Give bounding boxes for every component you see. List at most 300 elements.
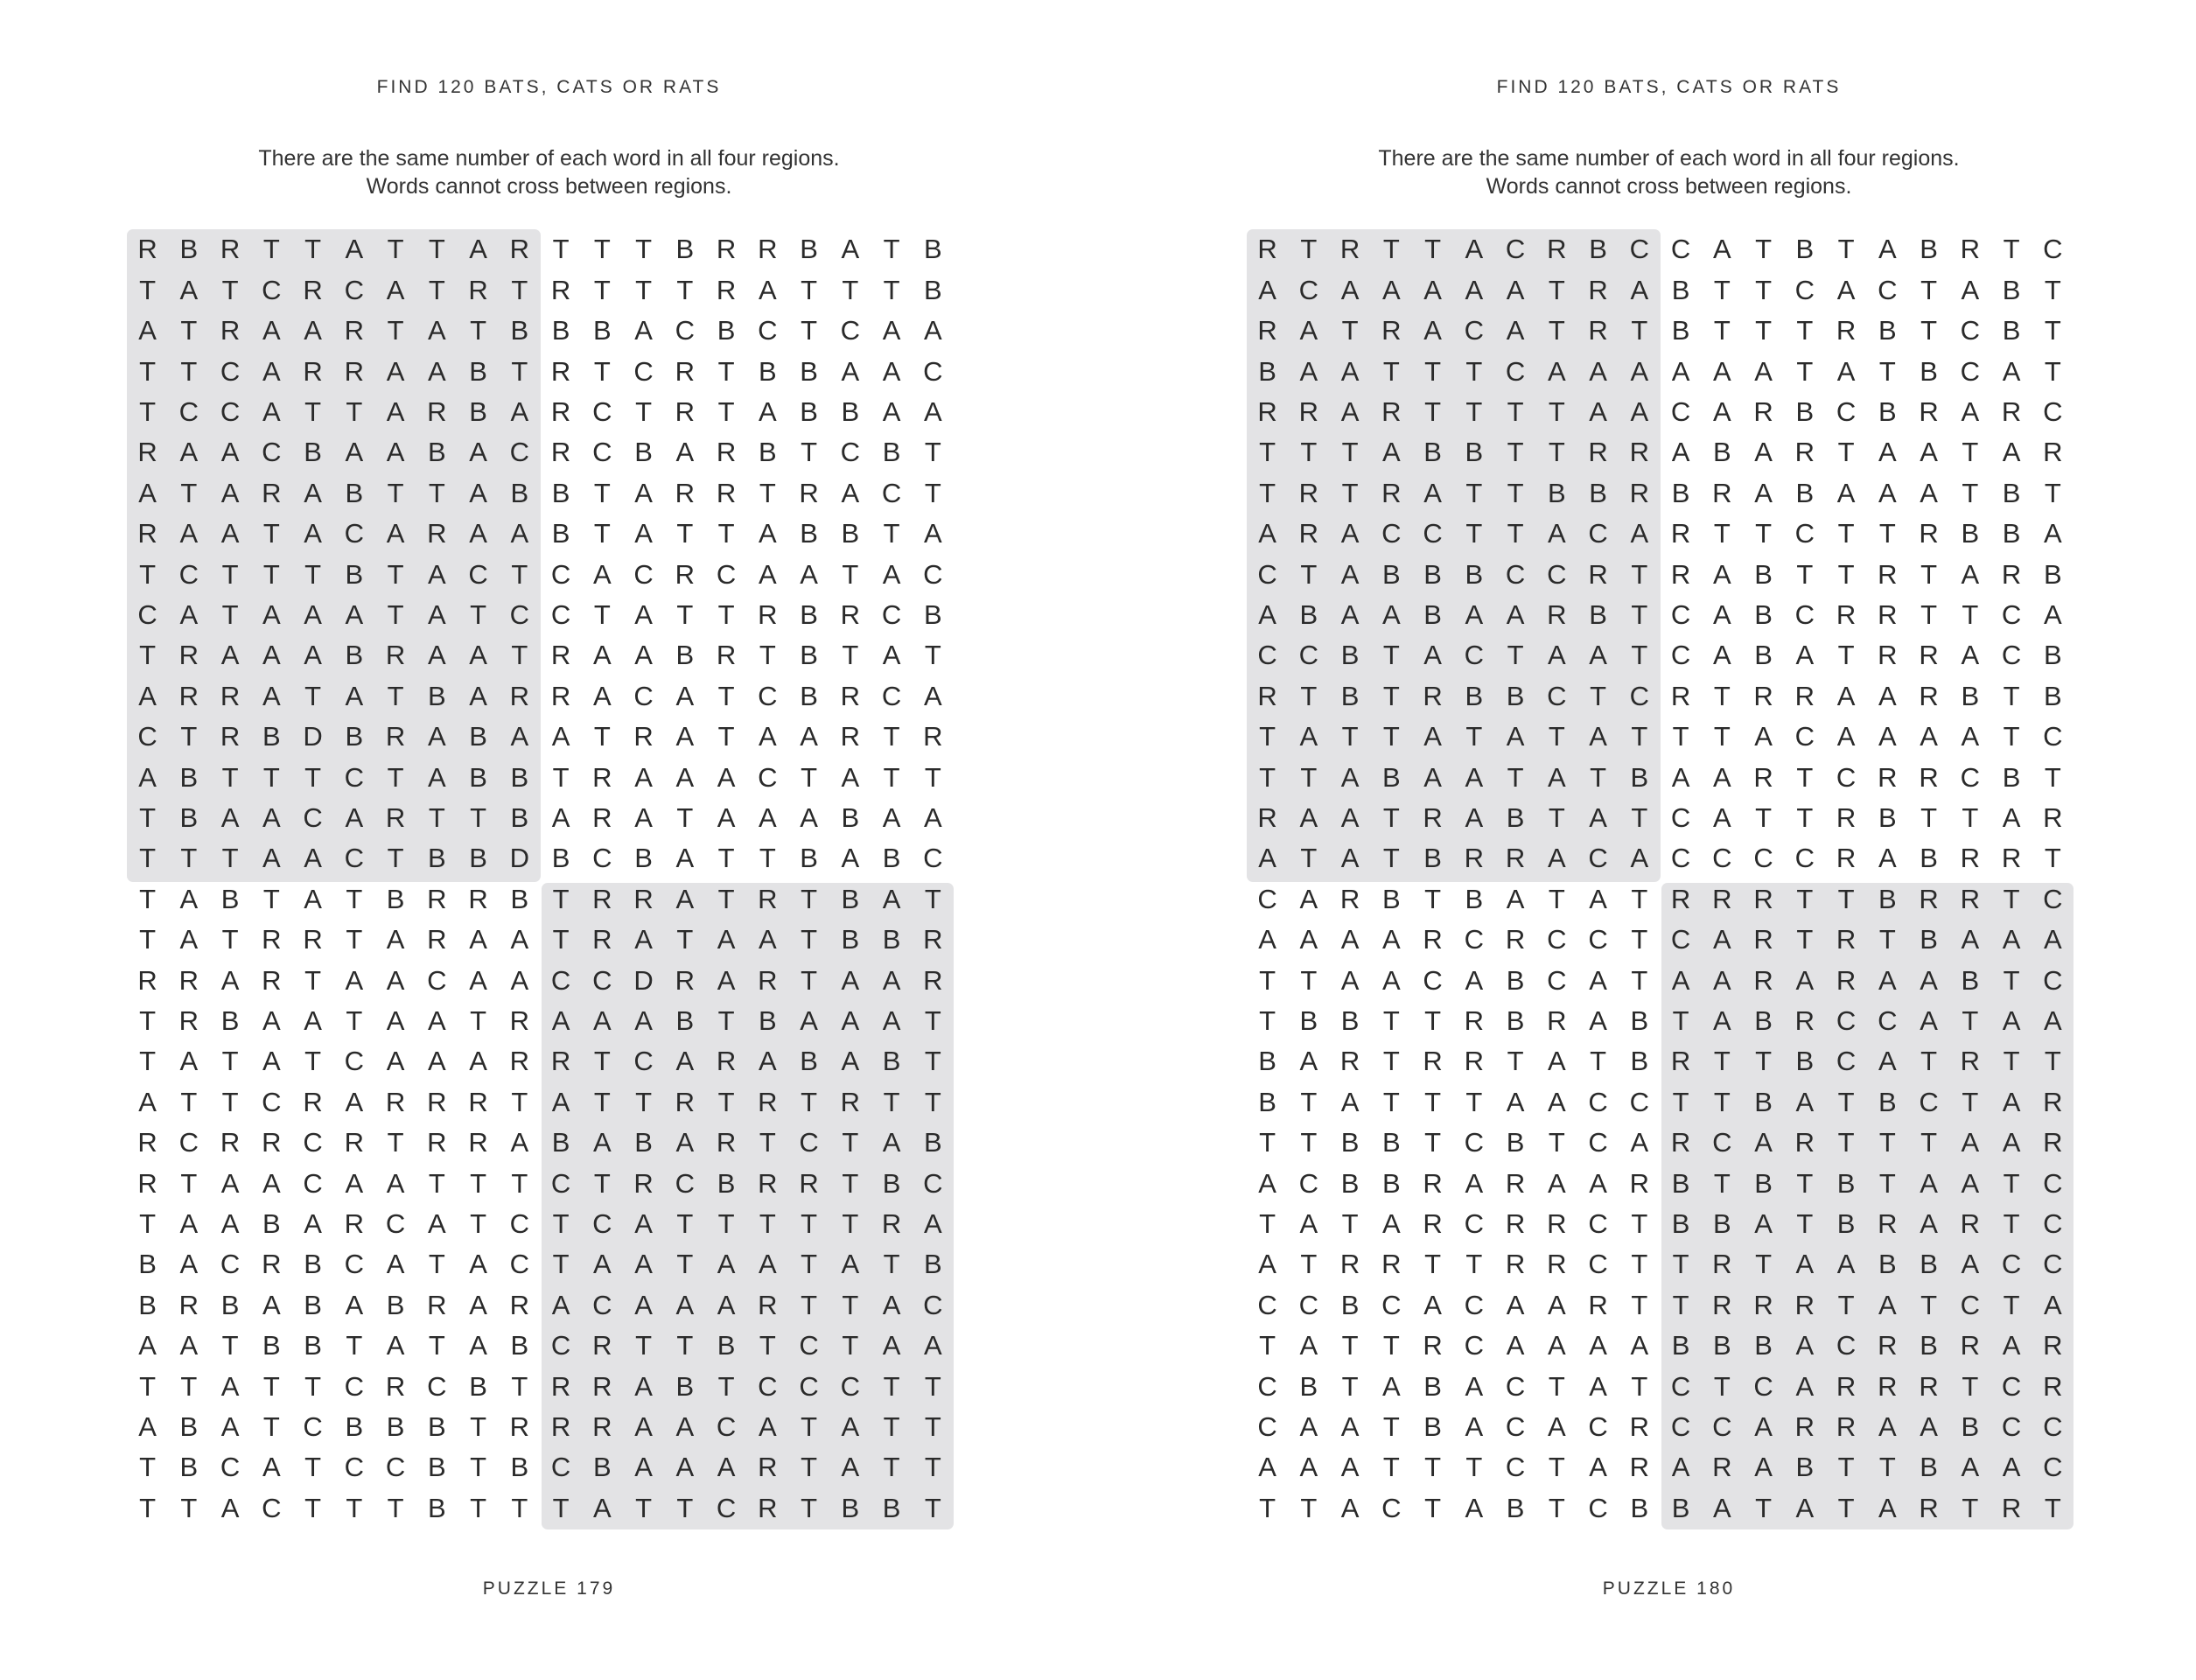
grid-letter: R xyxy=(1547,598,1567,630)
grid-letter: T xyxy=(1713,1046,1731,1077)
grid-letter: T xyxy=(511,1167,528,1199)
grid-letter: B xyxy=(675,1370,695,1402)
grid-letter: R xyxy=(509,1410,530,1442)
grid-letter: A xyxy=(428,355,446,387)
grid-letter: T xyxy=(552,1492,570,1523)
grid-letter: R xyxy=(716,234,737,265)
grid-letter: C xyxy=(1670,802,1691,833)
grid-letter: T xyxy=(883,1086,900,1117)
grid-letter: A xyxy=(634,802,653,833)
grid-letter: B xyxy=(2002,477,2021,508)
grid-letter: A xyxy=(1754,1410,1773,1442)
grid-letter: C xyxy=(1588,518,1608,550)
grid-row xyxy=(127,595,954,636)
grid-letter: C xyxy=(1629,680,1650,711)
grid-letter: T xyxy=(1878,1127,1896,1158)
grid-letter: B xyxy=(1299,1370,1318,1402)
grid-letter: B xyxy=(345,558,364,590)
grid-letter: T xyxy=(1713,680,1731,711)
grid-letter: A xyxy=(841,1410,860,1442)
grid-letter: T xyxy=(759,1330,776,1362)
grid-letter: R xyxy=(137,518,157,550)
grid-letter: A xyxy=(262,396,281,427)
grid-letter: R xyxy=(1381,477,1402,508)
grid-letter: A xyxy=(1258,1452,1276,1483)
grid-row xyxy=(127,676,954,717)
grid-letter: B xyxy=(1382,883,1401,914)
grid-letter: R xyxy=(1670,883,1691,914)
grid-letter: R xyxy=(1753,924,1773,956)
grid-letter: R xyxy=(1878,640,1898,671)
grid-letter: C xyxy=(303,1127,323,1158)
grid-letter: R xyxy=(1670,680,1691,711)
grid-letter: A xyxy=(220,477,240,508)
grid-letter: R xyxy=(1712,1289,1732,1320)
grid-letter: B xyxy=(551,843,570,874)
grid-letter: T xyxy=(2044,1046,2061,1077)
grid-letter: T xyxy=(1962,477,1979,508)
grid-row xyxy=(127,1041,954,1082)
grid-letter: R xyxy=(509,234,530,265)
grid-letter: C xyxy=(2043,1249,2063,1280)
grid-letter: R xyxy=(1712,477,1732,508)
grid-letter: B xyxy=(1506,1127,1525,1158)
grid-letter: A xyxy=(1258,1249,1276,1280)
grid-letter: C xyxy=(592,843,612,874)
grid-letter: T xyxy=(1755,802,1773,833)
grid-letter: R xyxy=(840,680,861,711)
grid-letter: A xyxy=(1961,640,1980,671)
grid-letter: C xyxy=(881,477,902,508)
grid-letter: A xyxy=(1548,1410,1566,1442)
grid-letter: T xyxy=(470,1492,487,1523)
grid-letter: R xyxy=(1423,1046,1443,1077)
grid-letter: C xyxy=(1505,1410,1526,1442)
grid-letter: B xyxy=(1340,1127,1360,1158)
grid-letter: R xyxy=(2001,843,2022,874)
grid-letter: A xyxy=(262,315,281,346)
grid-letter: B xyxy=(1299,1004,1318,1036)
grid-letter: C xyxy=(303,1167,323,1199)
grid-letter: A xyxy=(179,1330,199,1362)
grid-letter: R xyxy=(262,964,282,996)
grid-letter: B xyxy=(510,477,529,508)
grid-letter: B xyxy=(179,234,199,265)
grid-letter: T xyxy=(1631,924,1648,956)
grid-letter: C xyxy=(1588,1249,1608,1280)
grid-letter: T xyxy=(1713,518,1731,550)
grid-letter: C xyxy=(923,558,943,590)
grid-letter: A xyxy=(469,924,487,956)
grid-letter: A xyxy=(2002,1127,2021,1158)
grid-letter: R xyxy=(758,234,778,265)
grid-letter: B xyxy=(1506,964,1525,996)
grid-letter: A xyxy=(469,437,487,468)
grid-row xyxy=(127,311,954,352)
grid-letter: T xyxy=(1837,518,1855,550)
grid-letter: B xyxy=(717,1330,736,1362)
grid-letter: C xyxy=(1257,1289,1277,1320)
grid-letter: R xyxy=(550,274,571,305)
grid-letter: A xyxy=(1589,1004,1607,1036)
grid-letter: A xyxy=(634,518,653,550)
grid-letter: R xyxy=(716,1127,737,1158)
grid-letter: A xyxy=(345,437,364,468)
grid-letter: A xyxy=(1671,1452,1690,1483)
grid-letter: T xyxy=(470,598,487,630)
grid-letter: A xyxy=(1258,843,1276,874)
grid-letter: R xyxy=(550,640,571,671)
grid-letter: T xyxy=(552,234,570,265)
grid-letter: A xyxy=(1754,437,1773,468)
grid-letter: B xyxy=(1589,477,1607,508)
grid-letter: C xyxy=(509,437,530,468)
grid-letter: R xyxy=(1836,802,1857,833)
grid-letter: T xyxy=(717,721,735,752)
grid-letter: C xyxy=(840,437,861,468)
grid-letter: A xyxy=(1961,924,1980,956)
grid-letter: T xyxy=(1713,1370,1731,1402)
grid-letter: B xyxy=(1961,680,1980,711)
grid-letter: A xyxy=(262,1452,281,1483)
grid-letter: T xyxy=(2003,721,2020,752)
grid-letter: R xyxy=(758,964,778,996)
grid-row xyxy=(1247,1284,2074,1326)
grid-letter: T xyxy=(635,1330,653,1362)
grid-letter: A xyxy=(1340,518,1360,550)
grid-letter: C xyxy=(1712,1410,1732,1442)
grid-letter: T xyxy=(1631,802,1648,833)
grid-letter: R xyxy=(1629,1167,1650,1199)
grid-letter: R xyxy=(1339,1046,1360,1077)
grid-row xyxy=(1247,1163,2074,1204)
grid-letter: T xyxy=(139,355,157,387)
grid-letter: A xyxy=(345,1289,364,1320)
grid-letter: B xyxy=(345,721,364,752)
grid-letter: R xyxy=(427,396,447,427)
grid-letter: T xyxy=(676,924,694,956)
grid-letter: A xyxy=(1299,355,1318,387)
grid-letter: B xyxy=(841,396,860,427)
grid-letter: A xyxy=(1340,964,1360,996)
grid-letter: R xyxy=(1794,1127,1815,1158)
grid-letter: T xyxy=(1878,924,1896,956)
grid-letter: A xyxy=(428,598,446,630)
grid-letter: A xyxy=(179,518,199,550)
grid-letter: C xyxy=(1878,274,1898,305)
grid-letter: A xyxy=(1961,1452,1980,1483)
grid-letter: T xyxy=(304,761,322,793)
grid-letter: A xyxy=(675,1289,695,1320)
grid-row xyxy=(1247,1407,2074,1448)
grid-letter: C xyxy=(178,396,199,427)
grid-row xyxy=(127,960,954,1001)
grid-letter: B xyxy=(882,924,901,956)
grid-letter: C xyxy=(550,1167,571,1199)
grid-letter: T xyxy=(1424,355,1442,387)
grid-row xyxy=(127,920,954,961)
grid-letter: R xyxy=(2043,1086,2063,1117)
grid-letter: R xyxy=(262,1127,282,1158)
grid-letter: T xyxy=(221,1330,239,1362)
puzzle-number: PUZZLE 180 xyxy=(1602,1578,1736,1599)
grid-letter: T xyxy=(2044,274,2061,305)
grid-row xyxy=(127,514,954,555)
grid-letter: T xyxy=(924,1492,941,1523)
grid-letter: T xyxy=(1259,477,1276,508)
grid-letter: A xyxy=(1299,1452,1318,1483)
grid-letter: C xyxy=(1505,355,1526,387)
grid-letter: C xyxy=(1629,1086,1650,1117)
grid-letter: T xyxy=(1382,1046,1400,1077)
grid-letter: T xyxy=(346,1330,363,1362)
grid-letter: A xyxy=(551,802,570,833)
grid-letter: A xyxy=(1630,396,1649,427)
grid-letter: T xyxy=(883,1410,900,1442)
grid-row xyxy=(1247,878,2074,920)
grid-letter: A xyxy=(262,843,281,874)
grid-letter: T xyxy=(2044,477,2061,508)
grid-row xyxy=(1247,1326,2074,1367)
grid-letter: T xyxy=(1465,518,1483,550)
grid-letter: B xyxy=(304,1330,322,1362)
grid-letter: R xyxy=(1464,1004,1485,1036)
grid-letter: T xyxy=(1341,477,1359,508)
grid-letter: B xyxy=(262,1208,281,1239)
grid-row xyxy=(127,1407,954,1448)
grid-letter: T xyxy=(304,1452,322,1483)
grid-letter: A xyxy=(469,234,487,265)
grid-letter: A xyxy=(386,1046,405,1077)
grid-letter: T xyxy=(1507,518,1524,550)
grid-letter: A xyxy=(634,1208,653,1239)
grid-letter: A xyxy=(841,1046,860,1077)
grid-letter: T xyxy=(717,1208,735,1239)
grid-letter: C xyxy=(344,1452,365,1483)
grid-letter: A xyxy=(386,1249,405,1280)
grid-letter: C xyxy=(220,1249,241,1280)
grid-letter: T xyxy=(1548,274,1565,305)
grid-letter: A xyxy=(841,477,860,508)
grid-letter: B xyxy=(1589,598,1607,630)
grid-letter: T xyxy=(1878,518,1896,550)
grid-letter: A xyxy=(1836,274,1856,305)
grid-letter: A xyxy=(1754,1208,1773,1239)
grid-letter: R xyxy=(675,1086,696,1117)
grid-letter: T xyxy=(759,843,776,874)
grid-letter: A xyxy=(1754,721,1773,752)
grid-letter: T xyxy=(1548,315,1565,346)
grid-letter: T xyxy=(717,598,735,630)
grid-letter: A xyxy=(593,1249,612,1280)
grid-letter: A xyxy=(1340,843,1360,874)
grid-row xyxy=(1247,1041,2074,1082)
grid-letter: R xyxy=(385,1086,406,1117)
grid-letter: A xyxy=(345,680,364,711)
grid-letter: C xyxy=(1960,355,1981,387)
grid-letter: T xyxy=(842,558,859,590)
grid-row xyxy=(1247,757,2074,798)
grid-letter: A xyxy=(675,721,695,752)
grid-letter: R xyxy=(220,680,241,711)
grid-letter: T xyxy=(2044,761,2061,793)
grid-letter: R xyxy=(633,883,654,914)
grid-letter: B xyxy=(1340,1004,1360,1036)
grid-letter: T xyxy=(1962,1370,1979,1402)
grid-letter: T xyxy=(1590,1046,1607,1077)
grid-letter: B xyxy=(800,598,818,630)
grid-letter: R xyxy=(923,721,943,752)
grid-letter: T xyxy=(2003,1289,2020,1320)
grid-letter: C xyxy=(633,680,654,711)
grid-letter: T xyxy=(1300,558,1318,590)
grid-row xyxy=(1247,960,2074,1001)
grid-letter: T xyxy=(387,598,404,630)
grid-letter: A xyxy=(759,1046,777,1077)
grid-letter: A xyxy=(717,1452,736,1483)
grid-letter: A xyxy=(1340,761,1360,793)
grid-letter: T xyxy=(1259,761,1276,793)
grid-letter: B xyxy=(759,355,777,387)
grid-letter: R xyxy=(303,924,323,956)
grid-letter: T xyxy=(470,1167,487,1199)
grid-letter: A xyxy=(675,1127,695,1158)
grid-letter: T xyxy=(593,1167,611,1199)
grid-letter: A xyxy=(1506,598,1525,630)
grid-letter: B xyxy=(1713,1330,1731,1362)
grid-letter: B xyxy=(1671,274,1690,305)
grid-letter: T xyxy=(924,883,941,914)
grid-letter: R xyxy=(716,1046,737,1077)
grid-row xyxy=(1247,838,2074,879)
grid-letter: T xyxy=(1672,1004,1689,1036)
grid-letter: A xyxy=(1630,355,1649,387)
grid-row xyxy=(1247,595,2074,636)
grid-letter: A xyxy=(262,1004,281,1036)
grid-letter: R xyxy=(1919,761,1939,793)
grid-letter: R xyxy=(509,1289,530,1320)
grid-letter: A xyxy=(1548,1046,1566,1077)
grid-letter: R xyxy=(1919,640,1939,671)
grid-letter: R xyxy=(1464,843,1485,874)
grid-letter: A xyxy=(1423,477,1442,508)
grid-letter: A xyxy=(1630,274,1649,305)
grid-letter: C xyxy=(1836,761,1857,793)
grid-letter: R xyxy=(344,315,365,346)
grid-letter: B xyxy=(1465,437,1484,468)
grid-letter: A xyxy=(882,964,901,996)
grid-letter: A xyxy=(220,1410,240,1442)
grid-letter: C xyxy=(1298,640,1319,671)
grid-letter: C xyxy=(1464,1289,1485,1320)
grid-letter: B xyxy=(675,1004,695,1036)
grid-letter: B xyxy=(179,1410,199,1442)
grid-letter: D xyxy=(633,964,654,996)
grid-letter: B xyxy=(717,1167,736,1199)
grid-letter: A xyxy=(1878,721,1897,752)
grid-row xyxy=(1247,1204,2074,1245)
grid-letter: T xyxy=(717,1370,735,1402)
grid-row xyxy=(1247,1447,2074,1488)
grid-letter: B xyxy=(1506,1492,1525,1523)
grid-letter: B xyxy=(428,1452,446,1483)
grid-letter: B xyxy=(717,315,736,346)
grid-row xyxy=(1247,676,2074,717)
grid-letter: R xyxy=(1919,518,1939,550)
grid-letter: R xyxy=(344,355,365,387)
grid-letter: C xyxy=(633,1046,654,1077)
grid-row xyxy=(1247,717,2074,758)
grid-letter: C xyxy=(1670,1370,1691,1402)
grid-letter: B xyxy=(1423,558,1442,590)
grid-letter: R xyxy=(1505,1208,1526,1239)
grid-letter: R xyxy=(550,1410,571,1442)
grid-letter: A xyxy=(1548,1289,1566,1320)
grid-letter: B xyxy=(1754,1086,1773,1117)
grid-letter: T xyxy=(883,518,900,550)
grid-letter: T xyxy=(1837,1289,1855,1320)
grid-letter: A xyxy=(882,558,901,590)
grid-letter: R xyxy=(1257,234,1277,265)
grid-letter: C xyxy=(1464,1330,1485,1362)
grid-letter: T xyxy=(2003,1167,2020,1199)
grid-letter: T xyxy=(2003,883,2020,914)
grid-letter: T xyxy=(676,1330,694,1362)
grid-row xyxy=(127,838,954,879)
grid-letter: R xyxy=(550,396,571,427)
grid-letter: R xyxy=(1712,1249,1732,1280)
grid-letter: R xyxy=(1836,1410,1857,1442)
grid-letter: A xyxy=(428,1046,446,1077)
grid-letter: R xyxy=(1794,680,1815,711)
grid-letter: T xyxy=(1465,721,1483,752)
grid-letter: A xyxy=(1795,1086,1815,1117)
grid-letter: A xyxy=(179,274,199,305)
grid-letter: B xyxy=(469,1370,487,1402)
grid-letter: A xyxy=(1754,477,1773,508)
grid-letter: T xyxy=(1837,883,1855,914)
grid-row xyxy=(1247,1123,2074,1164)
grid-letter: R xyxy=(1670,518,1691,550)
grid-letter: T xyxy=(1424,396,1442,427)
grid-letter: R xyxy=(1960,234,1981,265)
grid-letter: T xyxy=(1837,234,1855,265)
grid-letter: T xyxy=(511,1492,528,1523)
grid-letter: A xyxy=(1465,1410,1484,1442)
grid-letter: T xyxy=(1341,1330,1359,1362)
grid-letter: T xyxy=(1548,1370,1565,1402)
grid-letter: R xyxy=(178,640,199,671)
grid-letter: A xyxy=(882,1004,901,1036)
grid-letter: A xyxy=(1836,477,1856,508)
grid-letter: T xyxy=(1713,315,1731,346)
grid-letter: A xyxy=(1589,1370,1607,1402)
grid-letter: A xyxy=(634,1289,653,1320)
grid-letter: A xyxy=(759,802,777,833)
grid-letter: A xyxy=(1589,802,1607,833)
grid-letter: R xyxy=(1505,924,1526,956)
grid-letter: R xyxy=(550,1370,571,1402)
grid-letter: T xyxy=(924,1004,941,1036)
grid-letter: T xyxy=(1424,1086,1442,1117)
grid-letter: A xyxy=(510,924,529,956)
grid-letter: A xyxy=(510,396,529,427)
grid-letter: R xyxy=(881,1208,902,1239)
grid-letter: T xyxy=(1507,396,1524,427)
grid-letter: A xyxy=(1423,640,1442,671)
grid-letter: A xyxy=(179,598,199,630)
grid-letter: B xyxy=(1671,1492,1690,1523)
